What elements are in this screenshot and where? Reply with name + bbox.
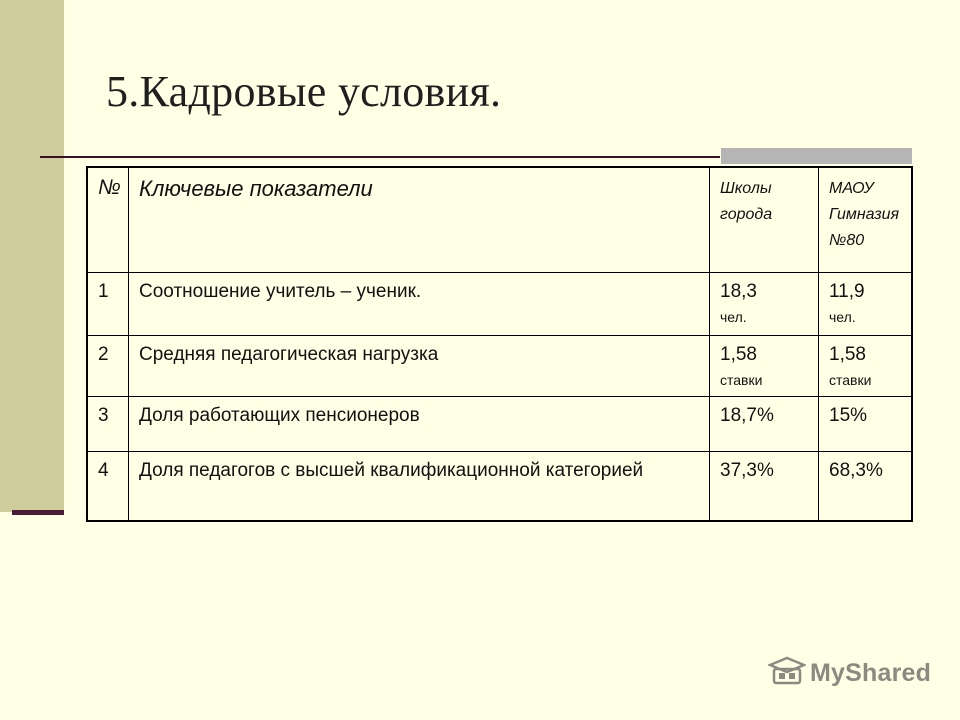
row-city-unit: ставки <box>720 372 763 388</box>
row-gym-cell <box>819 273 913 336</box>
row-gym-value: 11,9 <box>829 281 865 302</box>
row-gym-cell <box>819 336 913 397</box>
row-indicator: Доля педагогов с высшей квалификационной категорией <box>129 452 710 522</box>
header-gymnasium <box>819 167 913 273</box>
row-city-value: 18,7% <box>720 405 774 426</box>
header-gymnasium-label: МАОУ Гимназия №80 <box>829 180 900 249</box>
row-gym-cell <box>819 397 913 452</box>
watermark-logo <box>768 656 931 691</box>
row-num: 2 <box>87 336 129 397</box>
slide-title: 5.Кадровые условия. <box>106 67 502 116</box>
row-num: 3 <box>87 397 129 452</box>
row-gym-cell <box>819 452 913 522</box>
row-num: 4 <box>87 452 129 522</box>
watermark-text: MyShared <box>810 659 932 687</box>
header-num <box>87 167 129 273</box>
row-city-cell <box>710 452 819 522</box>
row-gym-value: 68,3% <box>829 460 883 481</box>
table-row <box>87 452 912 522</box>
mortarboard-icon <box>768 656 806 691</box>
table-row <box>87 397 912 452</box>
indicators-table <box>86 166 913 522</box>
row-city-value: 18,3 <box>720 281 757 302</box>
table-row <box>87 336 912 397</box>
row-gym-unit: ставки <box>829 372 872 388</box>
row-city-cell <box>710 273 819 336</box>
table-shadow-bar <box>721 148 912 164</box>
header-city-schools <box>710 167 819 273</box>
side-decor-line <box>12 510 64 515</box>
header-indicator-label: Ключевые показатели <box>139 176 373 201</box>
row-city-cell <box>710 397 819 452</box>
row-gym-value: 15% <box>829 405 868 426</box>
row-city-value: 37,3% <box>720 460 774 481</box>
row-gym-value: 1,58 <box>829 344 866 365</box>
row-city-value: 1,58 <box>720 344 757 365</box>
row-indicator: Соотношение учитель – ученик. <box>129 273 710 336</box>
header-indicator <box>129 167 710 273</box>
row-city-cell <box>710 336 819 397</box>
header-num-label: № <box>98 176 121 199</box>
header-city-schools-label: Школы города <box>720 180 773 223</box>
row-city-unit: чел. <box>720 309 747 325</box>
table-header-row <box>87 167 912 273</box>
row-indicator: Средняя педагогическая нагрузка <box>129 336 710 397</box>
title-divider <box>40 156 720 158</box>
side-decor-band <box>0 0 64 512</box>
row-gym-unit: чел. <box>829 309 856 325</box>
table-row <box>87 273 912 336</box>
row-num: 1 <box>87 273 129 336</box>
row-indicator: Доля работающих пенсионеров <box>129 397 710 452</box>
